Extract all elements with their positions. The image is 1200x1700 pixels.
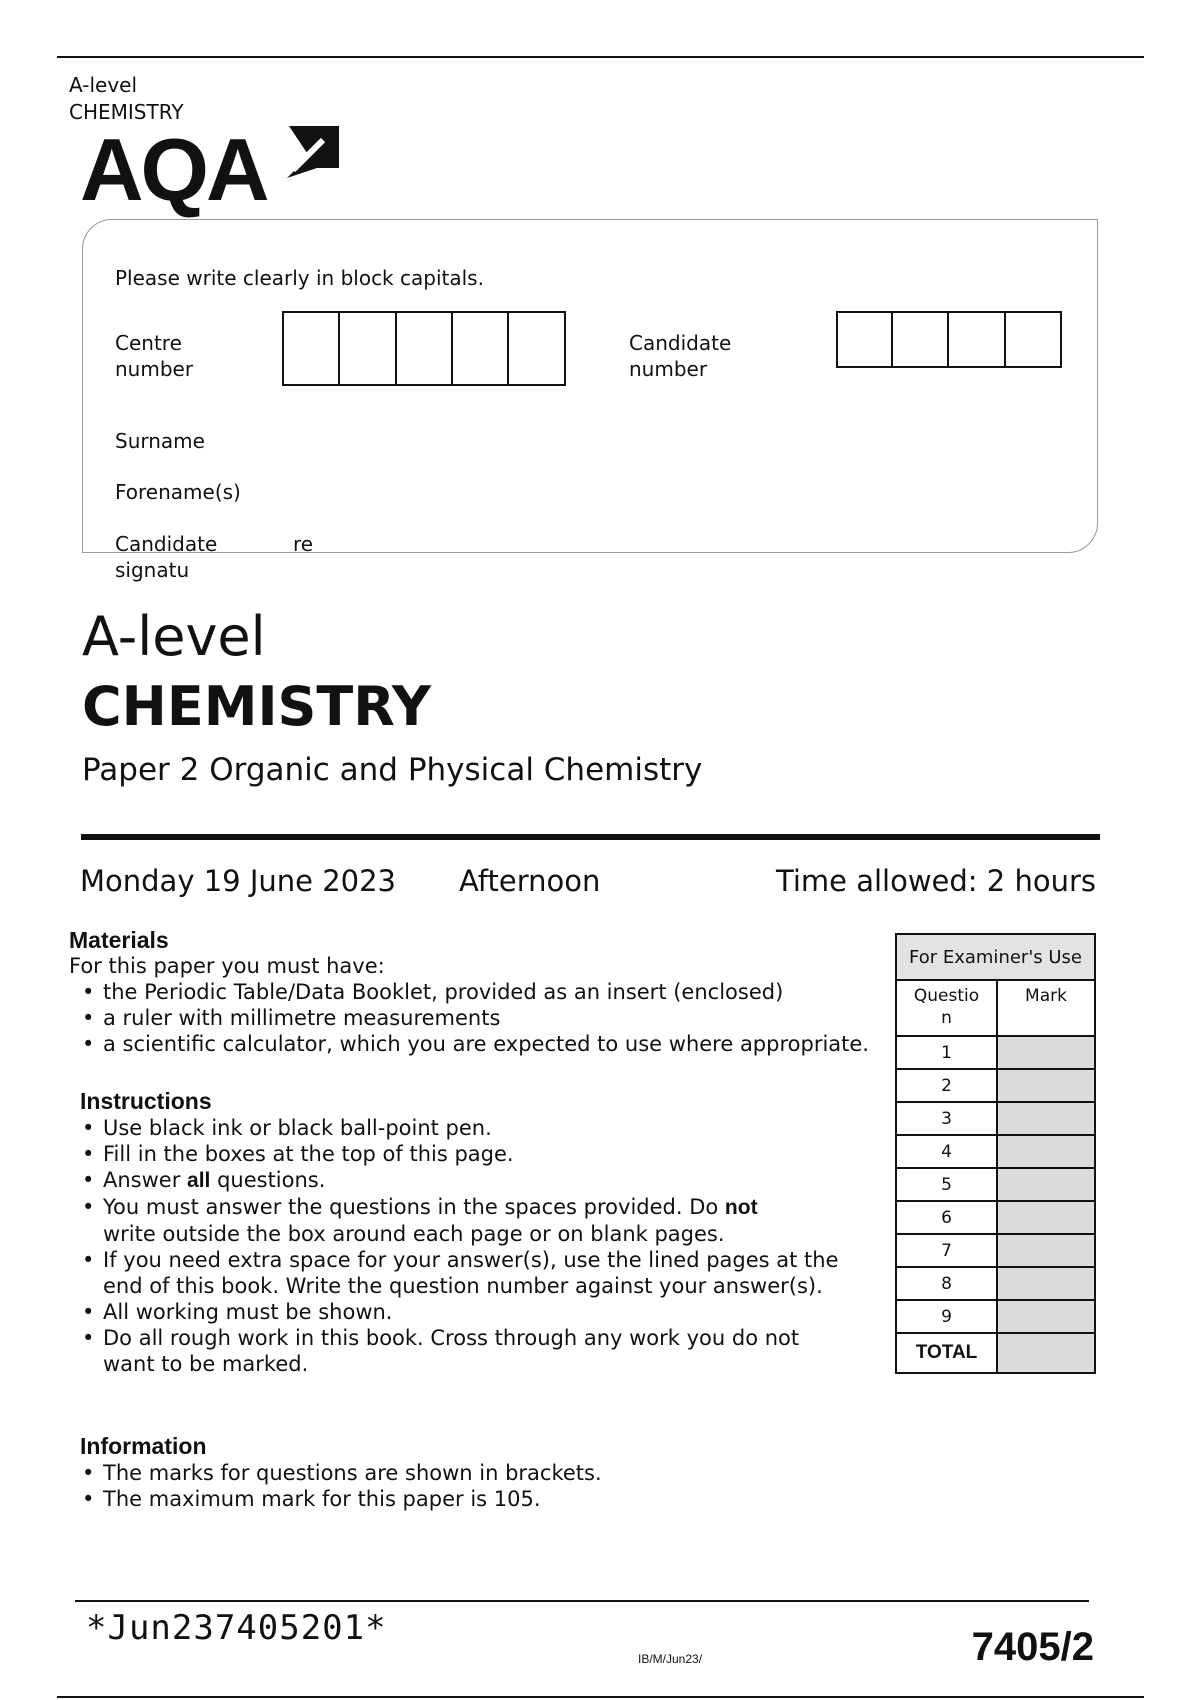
- mark-cell[interactable]: [997, 1300, 1095, 1333]
- bottom-rule: [57, 1696, 1144, 1698]
- list-item-emphasis: not: [724, 1196, 758, 1219]
- document-reference: IB/M/Jun23/: [638, 1652, 703, 1666]
- paper-level: A-level: [82, 605, 266, 668]
- question-number: 3: [896, 1102, 997, 1135]
- forename-label: Forename(s): [115, 480, 241, 504]
- materials-intro: For this paper you must have:: [69, 954, 385, 978]
- exam-date: Monday 19 June 2023: [80, 864, 396, 898]
- barcode-text: *Jun237405201*: [86, 1608, 387, 1648]
- mark-cell[interactable]: [997, 1102, 1095, 1135]
- mark-cell[interactable]: [997, 1267, 1095, 1300]
- top-rule: [57, 56, 1144, 58]
- list-item: • a ruler with millimetre measurements: [80, 1005, 940, 1031]
- mark-cell[interactable]: [997, 1036, 1095, 1069]
- instructions-heading: Instructions: [80, 1088, 212, 1114]
- question-number: 9: [896, 1300, 997, 1333]
- materials-list: [80, 979, 940, 1057]
- aqa-logo: [80, 120, 350, 220]
- list-item-text: You must answer the questions in the spaces provided. Do: [103, 1195, 725, 1219]
- question-header-line2: n: [941, 1008, 952, 1028]
- information-list: [80, 1460, 850, 1512]
- examiner-use-table: [895, 933, 1096, 1374]
- centre-number-digit-box[interactable]: [282, 311, 340, 386]
- mark-cell[interactable]: [997, 1201, 1095, 1234]
- question-header-line1: Questio: [913, 986, 980, 1006]
- signature-label-line2: signatu: [115, 558, 190, 582]
- list-item: • Fill in the boxes at the top of this page.: [80, 1141, 850, 1167]
- list-item: • a scientific calculator, which you are expected to use where appropriate.: [80, 1031, 940, 1057]
- question-number: 6: [896, 1201, 997, 1234]
- paper-code: 7405/2: [971, 1625, 1094, 1669]
- centre-number-boxes: [282, 311, 566, 386]
- list-item: • The maximum mark for this paper is 105.: [80, 1486, 850, 1512]
- header-label: [69, 72, 184, 126]
- instructions-list: [80, 1115, 850, 1377]
- block-capitals-instruction: Please write clearly in block capitals.: [115, 266, 484, 290]
- question-number: 5: [896, 1168, 997, 1201]
- centre-number-digit-box[interactable]: [338, 311, 397, 386]
- list-item: • The marks for questions are shown in brackets.: [80, 1460, 850, 1486]
- candidate-label-line1: Candidate: [629, 331, 732, 355]
- candidate-number-label: [629, 330, 731, 382]
- paper-title: Paper 2 Organic and Physical Chemistry: [82, 752, 703, 788]
- centre-number-digit-box[interactable]: [451, 311, 509, 386]
- mark-cell[interactable]: [997, 1069, 1095, 1102]
- candidate-number-digit-box[interactable]: [891, 311, 949, 368]
- mark-cell[interactable]: [997, 1234, 1095, 1267]
- examiner-table-title: For Examiner's Use: [896, 934, 1095, 980]
- exam-session: Afternoon: [459, 864, 601, 898]
- centre-number-label: [115, 330, 193, 382]
- logo-text: AQA: [80, 120, 267, 219]
- centre-label-line1: Centre: [115, 331, 182, 355]
- aqa-logo-mark-icon: [283, 120, 343, 180]
- question-number: 8: [896, 1267, 997, 1300]
- centre-number-digit-box[interactable]: [507, 311, 566, 386]
- list-item: • Do all rough work in this book. Cross through any work you do not want to be marked.: [80, 1325, 803, 1377]
- title-rule: [81, 834, 1100, 840]
- surname-label: Surname: [115, 429, 205, 453]
- information-heading: Information: [80, 1433, 207, 1459]
- list-item: • If you need extra space for your answer(s), use the lined pages at the end of this book. Write the question number against your answer(s).: [80, 1247, 843, 1299]
- list-item-text: questions.: [210, 1168, 326, 1192]
- list-item-text: write outside the box around each page or on blank pages.: [103, 1222, 725, 1246]
- question-number: 1: [896, 1036, 997, 1069]
- paper-subject: CHEMISTRY: [82, 675, 431, 738]
- total-label: TOTAL: [896, 1333, 997, 1373]
- time-allowed: Time allowed: 2 hours: [776, 864, 1096, 898]
- list-item: • the Periodic Table/Data Booklet, provided as an insert (enclosed): [80, 979, 940, 1005]
- list-item-emphasis: all: [187, 1169, 211, 1192]
- materials-heading: Materials: [69, 927, 169, 953]
- candidate-number-digit-box[interactable]: [836, 311, 893, 368]
- question-number: 4: [896, 1135, 997, 1168]
- candidate-number-digit-box[interactable]: [947, 311, 1006, 368]
- candidate-number-boxes: [836, 311, 1062, 368]
- question-number: 2: [896, 1069, 997, 1102]
- list-item: [80, 1167, 850, 1194]
- candidate-label-line2: number: [629, 357, 708, 381]
- question-number: 7: [896, 1234, 997, 1267]
- centre-number-digit-box[interactable]: [395, 311, 453, 386]
- mark-column-header: Mark: [997, 980, 1095, 1036]
- header-subject: CHEMISTRY: [69, 100, 184, 124]
- candidate-number-digit-box[interactable]: [1004, 311, 1062, 368]
- footer-rule: [75, 1600, 1089, 1602]
- centre-label-line2: number: [115, 357, 194, 381]
- list-item-text: Answer: [103, 1168, 188, 1192]
- total-mark-cell[interactable]: [997, 1333, 1095, 1373]
- header-level: A-level: [69, 73, 138, 97]
- list-item: [80, 1194, 803, 1247]
- list-item: • Use black ink or black ball-point pen.: [80, 1115, 850, 1141]
- mark-cell[interactable]: [997, 1168, 1095, 1201]
- question-column-header: [896, 980, 997, 1036]
- list-item: • All working must be shown.: [80, 1299, 850, 1325]
- signature-label-line1: Candidate: [115, 532, 218, 556]
- candidate-signature-label: [115, 531, 217, 583]
- signature-label-fragment: re: [293, 532, 314, 556]
- mark-cell[interactable]: [997, 1135, 1095, 1168]
